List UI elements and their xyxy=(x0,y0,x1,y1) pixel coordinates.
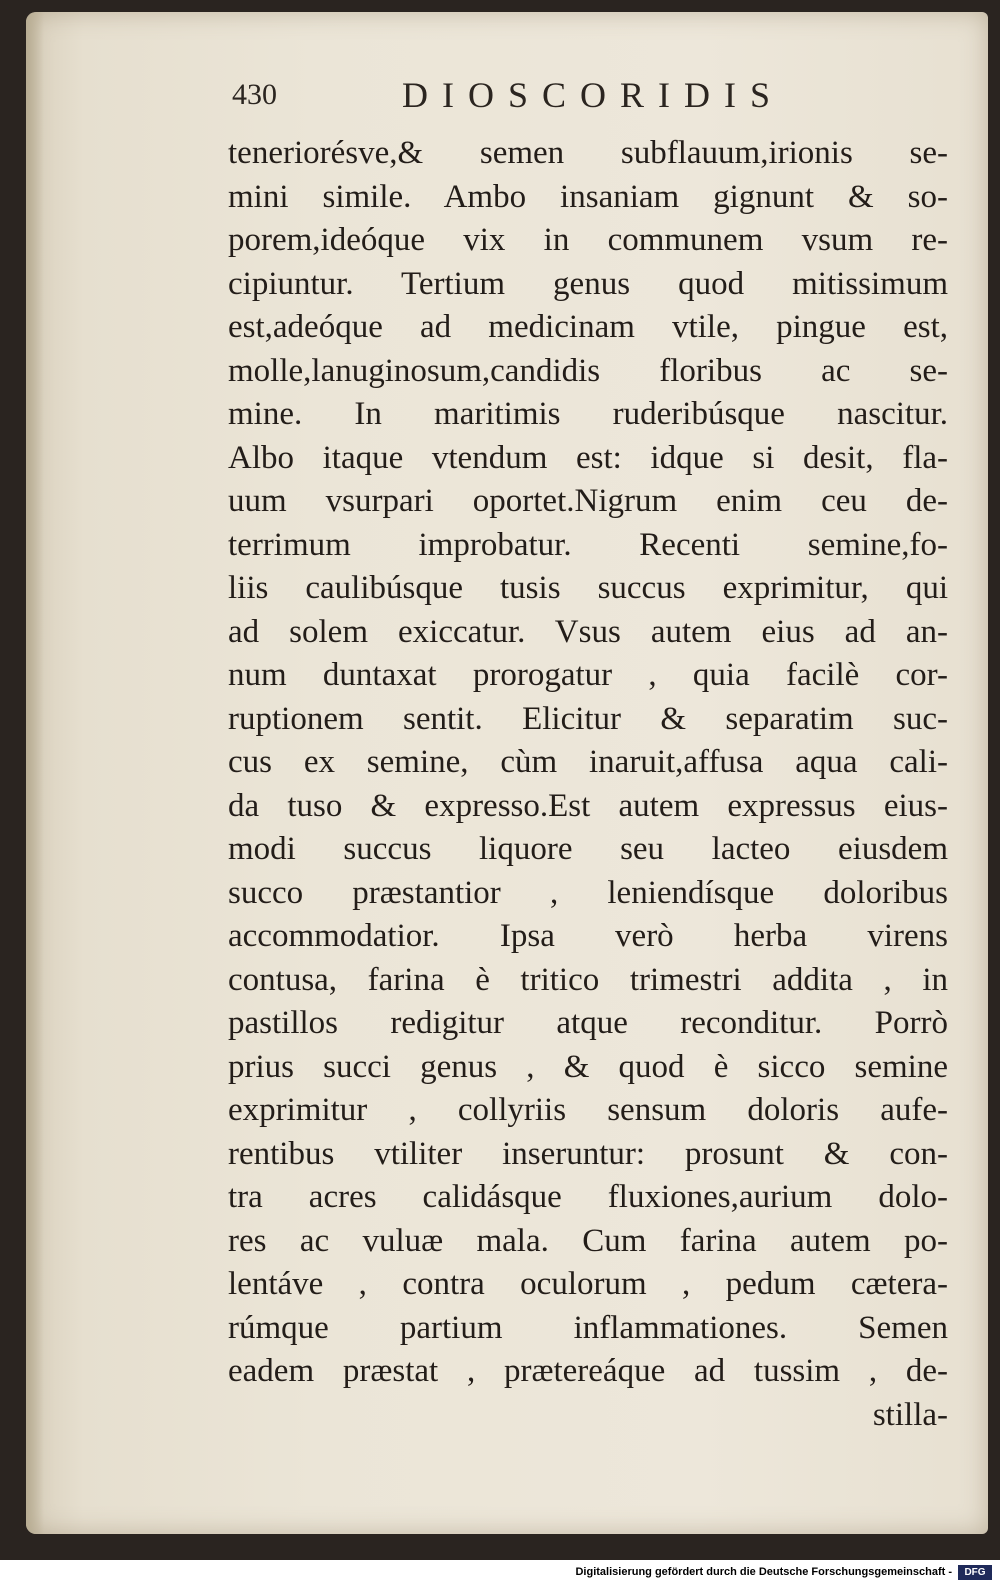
text-line: terrimum improbatur. Recenti semine,fo- xyxy=(228,526,948,563)
text-line: porem,ideóque vix in communem vsum re- xyxy=(228,222,948,258)
page-gutter-shadow xyxy=(26,12,44,1534)
text-line: prius succi genus , & quod è sicco semine xyxy=(228,1048,948,1085)
dfg-logo-icon: DFG xyxy=(958,1565,992,1580)
text-line: mine. In maritimis ruderibúsque nascitur. xyxy=(228,396,948,432)
text-line: tra acres calidásque fluxiones,aurium dolo- xyxy=(228,1179,948,1215)
text-line: succo præstantior , leniendísque doloribus xyxy=(228,874,948,911)
funding-credit: Digitalisierung gefördert durch die Deutsche Forschungsgemeinschaft - xyxy=(575,1566,952,1578)
text-line: pastillos redigitur atque reconditur. Porrò xyxy=(228,1005,948,1041)
text-line: cus ex semine, cùm inaruit,affusa aqua cali- xyxy=(228,744,948,780)
text-line: molle,lanuginosum,candidis floribus ac se- xyxy=(228,352,948,389)
text-line: rúmque partium inflammationes. Semen xyxy=(228,1309,948,1346)
text-line: num duntaxat prorogatur , quia facilè cor- xyxy=(228,657,948,693)
text-line: lentáve , contra oculorum , pedum cætera- xyxy=(228,1266,948,1302)
text-line: ruptionem sentit. Elicitur & separatim suc- xyxy=(228,700,948,737)
text-line: da tuso & expresso.Est autem expressus eius- xyxy=(228,787,948,824)
text-line: modi succus liquore seu lacteo eiusdem xyxy=(228,831,948,867)
text-line: eadem præstat , prætereáque ad tussim , de- xyxy=(228,1353,948,1389)
page-number: 430 xyxy=(232,78,277,111)
text-line: accommodatior. Ipsa verò herba virens xyxy=(228,918,948,954)
running-head: DIOSCORIDIS xyxy=(402,75,785,115)
text-line: est,adeóque ad medicinam vtile, pingue est, xyxy=(228,309,948,345)
catchword: stilla- xyxy=(872,1396,948,1433)
text-line: contusa, farina è tritico trimestri addita , in xyxy=(228,961,948,998)
body-text xyxy=(228,132,948,1437)
text-line: rentibus vtiliter inseruntur: prosunt & con- xyxy=(228,1135,948,1172)
text-line: teneriorésve,& semen subflauum,irionis se- xyxy=(228,135,948,171)
text-line: res ac vuluæ mala. Cum farina autem po- xyxy=(228,1222,948,1259)
page-header xyxy=(230,68,870,118)
digitization-footer xyxy=(0,1560,1000,1587)
text-line: cipiuntur. Tertium genus quod mitissimum xyxy=(228,265,948,302)
text-line: mini simile. Ambo insaniam gignunt & so- xyxy=(228,178,948,215)
text-line: liis caulibúsque tusis succus exprimitur, qui xyxy=(228,570,948,606)
text-line: exprimitur , collyriis sensum doloris aufe- xyxy=(228,1092,948,1128)
text-line: ad solem exiccatur. Vsus autem eius ad an- xyxy=(228,613,948,650)
text-line: uum vsurpari oportet.Nigrum enim ceu de- xyxy=(228,483,948,519)
text-line: Albo itaque vtendum est: idque si desit, fla- xyxy=(228,439,948,476)
